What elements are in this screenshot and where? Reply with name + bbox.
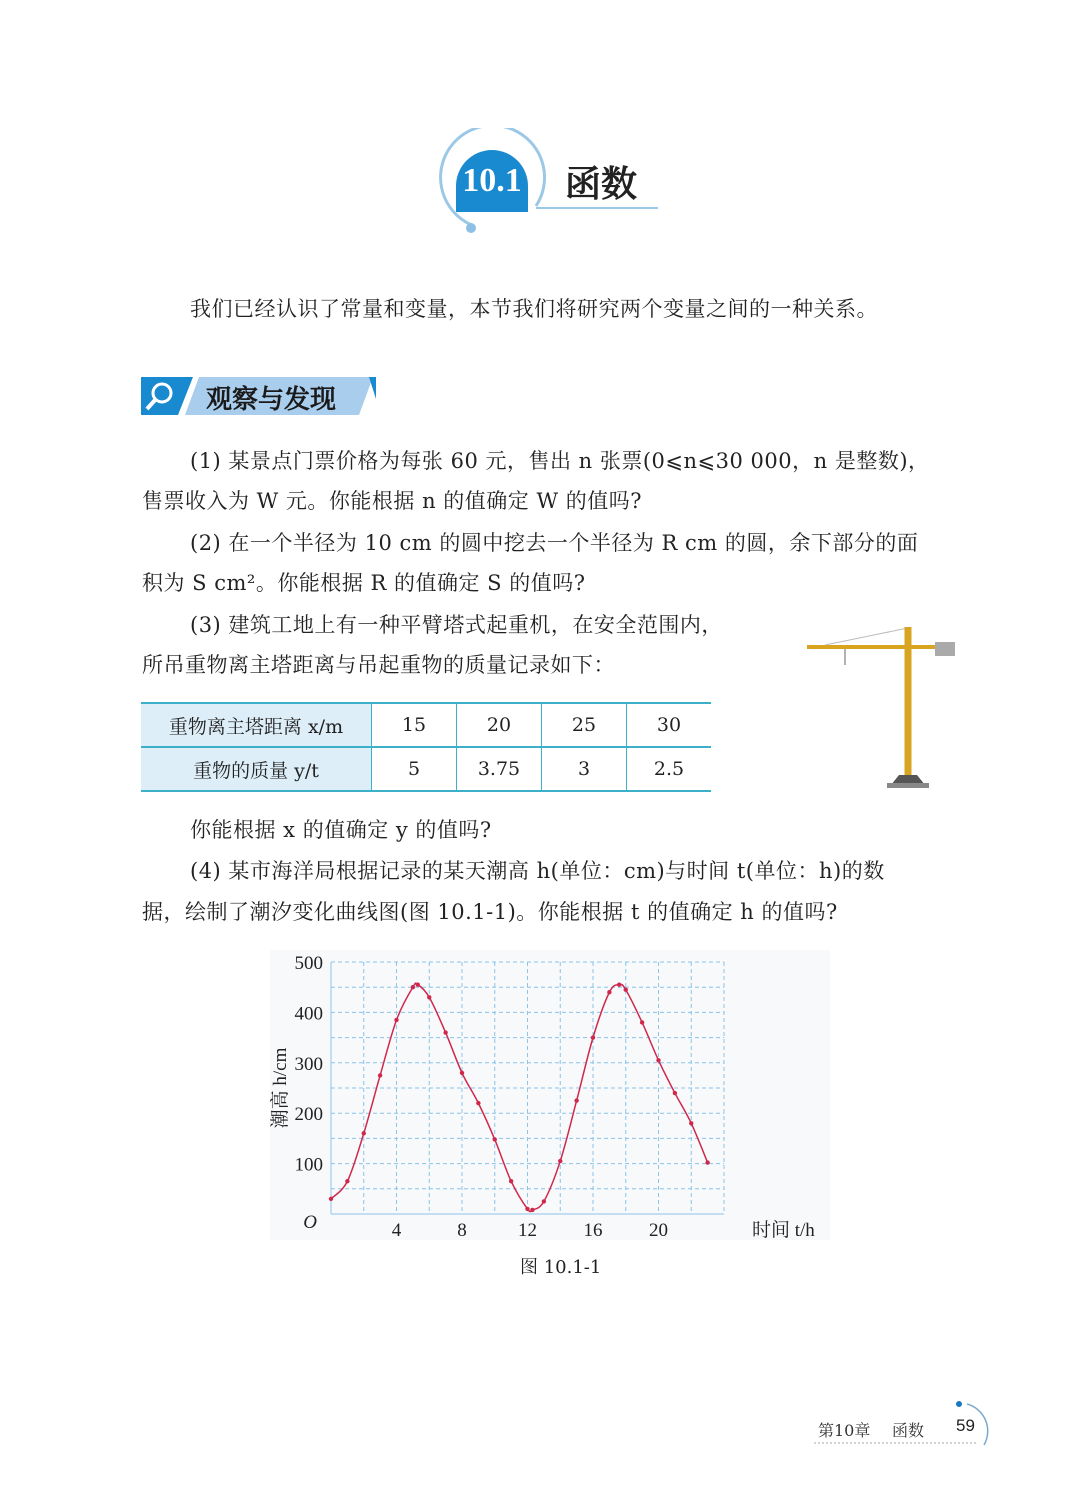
x-tick-label: 8 — [457, 1220, 467, 1241]
tide-chart — [260, 940, 840, 1250]
data-point — [617, 982, 621, 986]
data-point — [705, 1160, 709, 1164]
table-row — [141, 703, 711, 747]
y-tick-label: 100 — [294, 1154, 323, 1176]
data-point — [640, 1020, 644, 1024]
intro-text: 我们已经认识了常量和变量，本节我们将研究两个变量之间的一种关系。 — [190, 297, 878, 321]
observe-heading: 观察与发现 — [206, 385, 337, 415]
data-point — [607, 990, 611, 994]
origin-label: O — [303, 1212, 317, 1233]
data-point — [427, 995, 431, 999]
data-point — [378, 1073, 382, 1077]
cell: 2.5 — [627, 747, 712, 791]
data-point — [591, 1035, 595, 1039]
data-point — [542, 1199, 546, 1203]
x-tick-label: 12 — [518, 1220, 537, 1241]
problem-3-line-1: (3) 建筑工地上有一种平臂塔式起重机，在安全范围内， — [190, 613, 723, 637]
data-point — [411, 985, 415, 989]
problem-4-line-2: 据，绘制了潮汐变化曲线图(图 10.1-1)。你能根据 t 的值确定 h 的值吗? — [142, 900, 838, 924]
problem-1-line-1: (1) 某景点门票价格为每张 60 元，售出 n 张票(0⩽n⩽30 000，n 是整数)， — [190, 449, 930, 473]
y-tick-label: 500 — [294, 953, 323, 974]
data-point — [460, 1071, 464, 1075]
data-point — [362, 1131, 366, 1135]
section-title: 函数 — [565, 163, 638, 205]
x-tick-label: 20 — [649, 1220, 668, 1241]
data-point — [416, 982, 420, 986]
page-number: 59 — [956, 1416, 975, 1435]
table-row — [141, 747, 711, 791]
cell: 20 — [457, 703, 542, 747]
crane-table — [141, 702, 711, 792]
problem-1-line-2: 售票收入为 W 元。你能根据 n 的值确定 W 的值吗? — [142, 489, 643, 513]
problem-2-line-1: (2) 在一个半径为 10 cm 的圆中挖去一个半径为 R cm 的圆，余下部分的面 — [190, 531, 919, 555]
cell: 30 — [627, 703, 712, 747]
y-tick-label: 400 — [294, 1003, 323, 1025]
x-tick-label: 4 — [391, 1220, 402, 1241]
data-point — [345, 1179, 349, 1183]
tower-crane-image — [805, 625, 960, 790]
data-point — [476, 1101, 480, 1105]
footer-chapter-title: 函数 — [892, 1421, 925, 1440]
problem-3-question: 你能根据 x 的值确定 y 的值吗? — [190, 818, 492, 842]
data-point — [558, 1159, 562, 1163]
data-point — [530, 1208, 534, 1212]
problem-3-line-2: 所吊重物离主塔距离与吊起重物的质量记录如下： — [142, 653, 615, 677]
data-point — [394, 1018, 398, 1022]
section-number: 10.1 — [456, 150, 528, 212]
data-point — [673, 1091, 677, 1095]
y-axis-label: 潮高 h/cm — [270, 1047, 291, 1129]
data-point — [624, 988, 628, 992]
cell: 5 — [372, 747, 457, 791]
data-point — [493, 1137, 497, 1141]
x-tick-label: 16 — [583, 1220, 603, 1241]
row-header: 重物离主塔距离 x/m — [141, 703, 372, 747]
x-axis-label: 时间 t/h — [752, 1220, 815, 1241]
footer-chapter: 第10章 — [818, 1421, 871, 1440]
data-point — [689, 1121, 693, 1125]
figure-caption: 图 10.1-1 — [520, 1257, 602, 1278]
data-point — [656, 1058, 660, 1062]
data-point — [509, 1179, 513, 1183]
data-point — [443, 1030, 447, 1034]
data-point — [574, 1098, 578, 1102]
cell: 3.75 — [457, 747, 542, 791]
problem-2-line-2: 积为 S cm²。你能根据 R 的值确定 S 的值吗? — [142, 571, 586, 595]
row-header: 重物的质量 y/t — [141, 747, 372, 791]
y-tick-label: 200 — [294, 1104, 323, 1126]
problem-4-line-1: (4) 某市海洋局根据记录的某天潮高 h(单位：cm)与时间 t(单位：h)的数 — [190, 859, 885, 883]
y-tick-label: 300 — [294, 1053, 323, 1075]
cell: 25 — [542, 703, 627, 747]
chart-background — [270, 950, 830, 1240]
data-point — [525, 1207, 529, 1211]
data-point — [329, 1197, 333, 1201]
cell: 3 — [542, 747, 627, 791]
cell: 15 — [372, 703, 457, 747]
